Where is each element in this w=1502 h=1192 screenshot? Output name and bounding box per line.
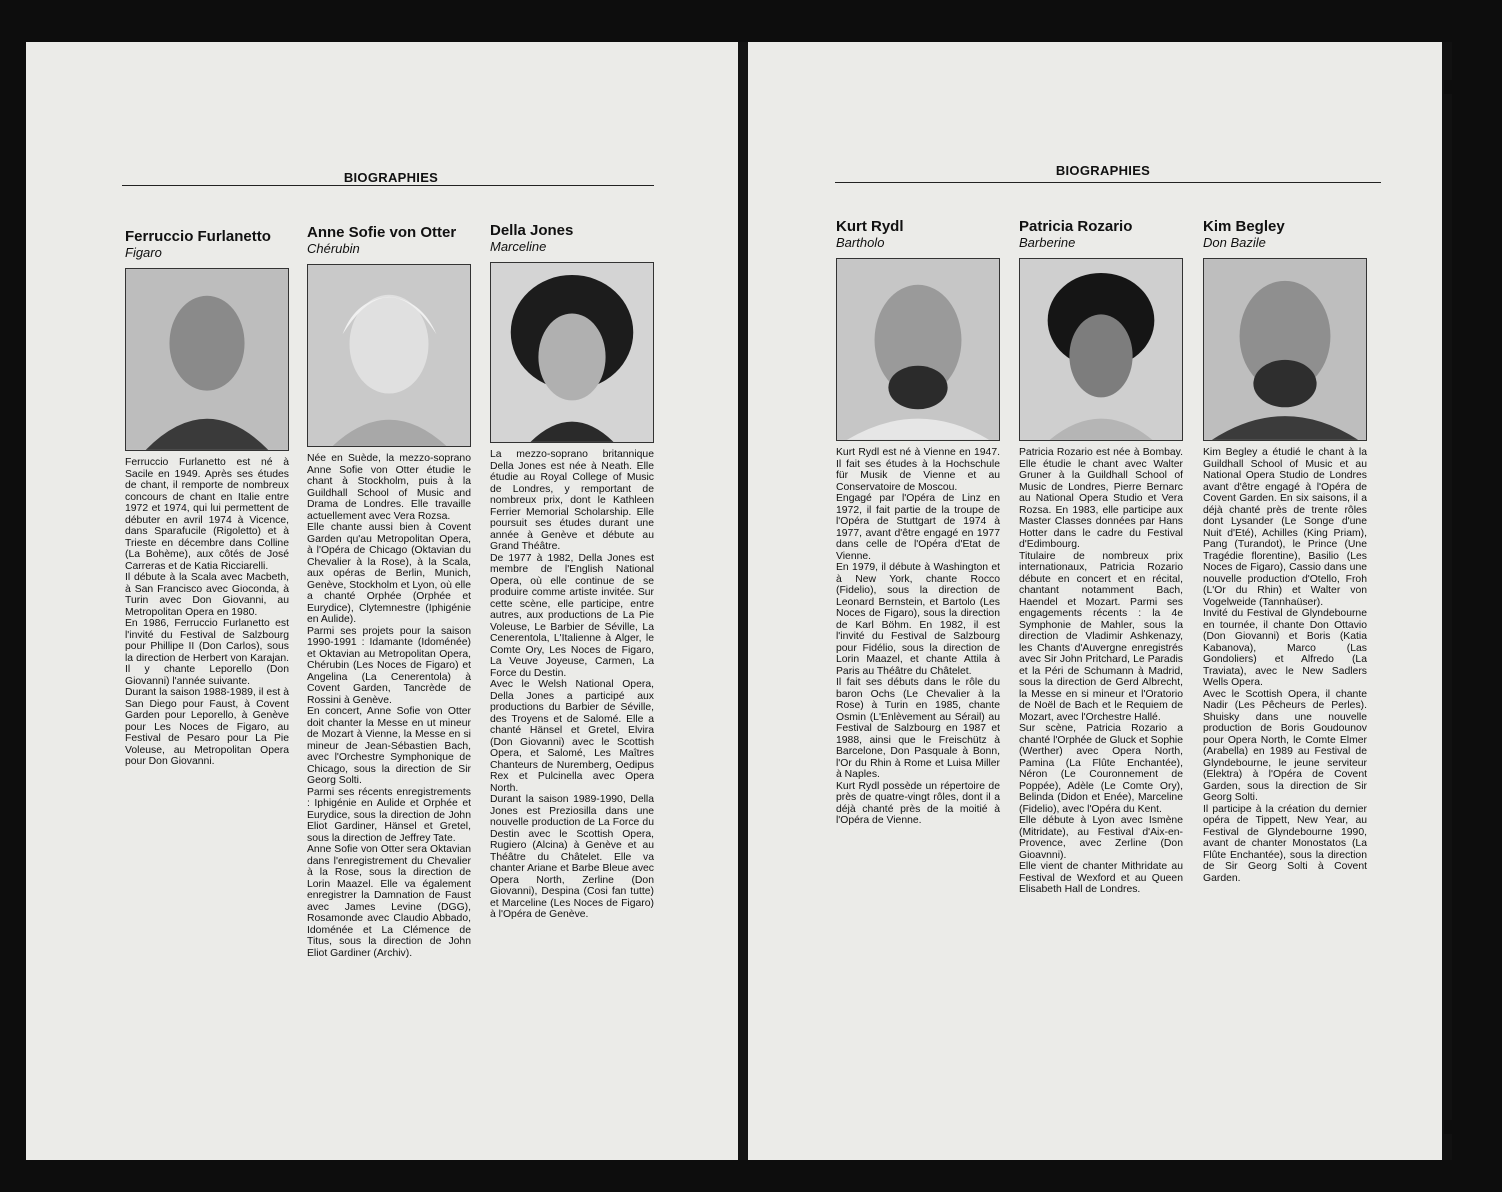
artist-role: Bartholo bbox=[836, 235, 885, 250]
left-page bbox=[26, 42, 738, 1160]
artist-name: Anne Sofie von Otter bbox=[307, 224, 457, 241]
bio-paragraph: Durant la saison 1988-1989, il est à San Diego pour Faust, à Covent Garden pour Leporello, à Genève pour Les Noces de Figaro, au Festival de Pesaro pour La Pie Voleuse, au Metropolitan Opera pour Don Giovanni. bbox=[125, 687, 289, 767]
bio-paragraph: Ferruccio Furlanetto est né à Sacile en 1949. Après ses études de chant, il remporte de nombreux concours de chant en Italie entre 1972 et 1974, qui lui permettent de débuter en avril 1974 à Vicence, dans Sparafucile (Rigoletto) et à Trieste en décembre dans Colline (La Bohème), aux côtés de José Carreras et de Katia Ricciarelli. bbox=[125, 457, 289, 572]
bio-paragraph: En 1979, il débute à Washington et à New York, chante Rocco (Fidelio), sous la direction de Leonard Bernstein, et Bartolo (Les Noces de Figaro), sous la direction de Karl Böhm. En 1982, il est l'invité du Festival de Salzbourg pour Fidélio, sous la direction de Lorin Maazel, et chante Attila à Paris au Théâtre du Châtelet. bbox=[836, 562, 1000, 677]
artist-name: Della Jones bbox=[490, 222, 574, 239]
portrait-photo bbox=[307, 264, 471, 447]
bio-paragraph: Kurt Rydl est né à Vienne en 1947. Il fait ses études à la Hochschule für Musik de Vienne et au Conservatoire de Moscou. bbox=[836, 447, 1000, 493]
portrait-photo-icon bbox=[837, 259, 999, 440]
bio-column bbox=[307, 224, 471, 959]
left-header-rule bbox=[122, 185, 654, 186]
portrait-photo bbox=[125, 268, 289, 451]
bio-paragraph: Il débute à la Scala avec Macbeth, à San Francisco avec Gioconda, à Turin avec Don Giovanni, au Metropolitan Opera en 1980. bbox=[125, 572, 289, 618]
bio-paragraph: Elle chante aussi bien à Covent Garden qu'au Metropolitan Opera, à l'Opéra de Chicago (Oktavian du Chevalier à la Rose), à la Scala, aux opéras de Berlin, Munich, Genève, Stockholm et Lyon, où elle a chanté Orphée (Orphée et Eurydice), Clytemnestre (Iphigénie en Aulide). bbox=[307, 522, 471, 625]
edge-tick bbox=[1444, 1120, 1452, 1134]
artist-bio bbox=[307, 453, 471, 959]
bio-paragraph: De 1977 à 1982, Della Jones est membre de l'English National Opera, où elle continue de se produire comme artiste invitée. Sur cette scène, elle participe, entre autres, aux productions de La Pie Voleuse, Le Barbier de Séville, La Cenerentola, L'Italienne à Alger, le Comte Ory, Les Noces de Figaro, La Veuve Joyeuse, Carmen, La Force du Destin. bbox=[490, 552, 654, 679]
bio-column bbox=[1019, 218, 1183, 896]
bio-paragraph: Kurt Rydl possède un répertoire de près de quatre-vingt rôles, dont il a déjà chanté près de la moitié à l'Opéra de Vienne. bbox=[836, 780, 1000, 826]
bio-paragraph: Patricia Rozario est née à Bombay. Elle étudie le chant avec Walter Gruner à la Guildhall School of Music de Londres, Pierre Bernarc au National Opera Studio et Vera Rozsa. En 1983, elle participe aux Master Classes données par Hans Hotter dans le cadre du Festival d'Edimbourg. bbox=[1019, 447, 1183, 550]
bio-paragraph: Née en Suède, la mezzo-soprano Anne Sofie von Otter étudie le chant à Stockholm, puis à la Guildhall School of Music and Drama de Londres. Elle travaille actuellement avec Vera Rozsa. bbox=[307, 453, 471, 522]
portrait-photo bbox=[1019, 258, 1183, 441]
artist-name: Ferruccio Furlanetto bbox=[125, 228, 271, 245]
bio-paragraph: Il participe à la création du dernier opéra de Tippett, New Year, au Festival de Glyndebourne 1990, avant de chanter Monostatos (La Flûte Enchantée), sous la direction de Sir Georg Solti à Covent Garden. bbox=[1203, 803, 1367, 884]
artist-name: Kim Begley bbox=[1203, 218, 1285, 235]
bio-paragraph: Kim Begley a étudié le chant à la Guildhall School of Music et au National Opera Studio de Londres avant d'être engagé à l'Opéra de Covent Garden. En six saisons, il a déjà chanté près de trente rôles dont Lysander (Le Songe d'une Nuit d'Eté), Achilles (King Priam), Pang (Turandot), le Prince (Une Tragédie florentine), Basilio (Les Noces de Figaro), Cassio dans une nouvelle production d'Otello, Froh (L'Or du Rhin) et Walter von Vogelweide (Tannhaüser). bbox=[1203, 447, 1367, 608]
bio-paragraph: La mezzo-soprano britannique Della Jones est née à Neath. Elle étudie au Royal College of Music de Londres, y remportant de nombreux prix, dont le Kathleen Ferrier Memorial Scholarship. Elle poursuit ses études durant une année à Genève et débute au Grand Théâtre. bbox=[490, 449, 654, 552]
bio-paragraph: Parmi ses récents enregistrements : Iphigénie en Aulide et Orphée et Eurydice, sous la direction de John Eliot Gardiner, Hänsel et Gretel, sous la direction de Jeffrey Tate. bbox=[307, 786, 471, 844]
bio-paragraph: En 1986, Ferruccio Furlanetto est l'invité du Festival de Salzbourg pour Phillipe II (Don Carlos), sous la direction de Herbert von Karajan. Il y chante Leporello (Don Giovanni) l'année suivante. bbox=[125, 618, 289, 687]
artist-bio bbox=[1019, 447, 1183, 896]
page-gutter bbox=[738, 42, 748, 1160]
right-page bbox=[748, 42, 1452, 1160]
portrait-photo-icon bbox=[308, 265, 470, 446]
portrait-photo bbox=[490, 262, 654, 443]
bio-column bbox=[125, 228, 289, 768]
edge-tick bbox=[1444, 80, 1452, 94]
bio-paragraph: Elle débute à Lyon avec Ismène (Mitridate), au Festival d'Aix-en-Provence, avec Zerline (Don Gioavnni). bbox=[1019, 815, 1183, 861]
portrait-photo-icon bbox=[1204, 259, 1366, 440]
bio-paragraph: Avec le Welsh National Opera, Della Jones a participé aux productions du Barbier de Séville, des Troyens et de Salomé. Elle a chanté Hänsel et Gretel, Elvira (Don Giovanni) avec le Scottish Opera, et Salomé, Les Maîtres Chanteurs de Nuremberg, Oedipus Rex et Pulcinella avec Opera North. bbox=[490, 679, 654, 794]
portrait-photo bbox=[1203, 258, 1367, 441]
right-header-rule bbox=[835, 182, 1381, 183]
artist-role: Chérubin bbox=[307, 241, 360, 256]
bio-paragraph: Il fait ses débuts dans le rôle du baron Ochs (Le Chevalier à la Rose) à Turin en 1985, chante Osmin (L'Enlèvement au Sérail) au Festival de Salzbourg en 1987 et 1988, ainsi que le Freischütz à Barcelone, Don Pasquale à Bonn, l'Or du Rhin à Rome et Luisa Miller à Naples. bbox=[836, 677, 1000, 780]
portrait-photo bbox=[836, 258, 1000, 441]
bio-column bbox=[1203, 218, 1367, 884]
bio-paragraph: En concert, Anne Sofie von Otter doit chanter la Messe en ut mineur de Mozart à Vienne, la Messe en si mineur de Jean-Sébastien Bach, avec l'Orchestre Symphonique de Chicago, sous la direction de Sir Georg Solti. bbox=[307, 706, 471, 786]
bio-paragraph: Parmi ses projets pour la saison 1990-1991 : Idamante (Idoménée) et Oktavian au Metropolitan Opera, Chérubin (Les Noces de Figaro) et Angelina (La Cenerentola) à Covent Garden, Tancrède de Rossini à Genève. bbox=[307, 625, 471, 706]
artist-bio bbox=[490, 449, 654, 921]
page-edge-strip bbox=[1442, 42, 1452, 1160]
artist-role: Figaro bbox=[125, 245, 162, 260]
bio-paragraph: Sur scène, Patricia Rozario a chanté l'Orphée de Gluck et Sophie (Werther) avec Opera North, Pamina (La Flûte Enchantée), Néron (Le Couronnement de Poppée), Adèle (Le Comte Ory), Belinda (Didon et Enée), Marceline (Fidelio), avec l'Opéra du Kent. bbox=[1019, 723, 1183, 815]
left-page-header: BIOGRAPHIES bbox=[343, 170, 439, 185]
bio-paragraph: Anne Sofie von Otter sera Oktavian dans l'enregistrement du Chevalier à la Rose, sous la direction de Lorin Maazel. Elle va également enregistrer la Damnation de Faust avec James Levine (DGG), Rosamonde avec Claudio Abbado, Idoménée et La Clémence de Titus, sous la direction de John Eliot Gardiner (Archiv). bbox=[307, 844, 471, 959]
bio-paragraph: Invité du Festival de Glyndebourne en tournée, il chante Don Ottavio (Don Giovanni) et Boris (Katia Kabanova), Marco (Las Gondoliers) et Alfredo (La Traviata), avec le New Sadlers Wells Opera. bbox=[1203, 608, 1367, 688]
portrait-photo-icon bbox=[491, 263, 653, 442]
portrait-photo-icon bbox=[126, 269, 288, 450]
bio-paragraph: Engagé par l'Opéra de Linz en 1972, il fait partie de la troupe de l'Opéra de Stuttgart de 1974 à 1977, avant d'être engagé en 1977 dans celle de l'Opéra d'Etat de Vienne. bbox=[836, 493, 1000, 562]
bio-paragraph: Avec le Scottish Opera, il chante Nadir (Les Pêcheurs de Perles). Shuisky dans une nouvelle production de Boris Goudounov pour Opera North, le Comte Elmer (Arabella) en 1989 au Festival de Glyndebourne, le jeune serviteur (Elektra) à l'Opéra de Covent Garden, sous la direction de Sir Georg Solti. bbox=[1203, 688, 1367, 803]
artist-bio bbox=[1203, 447, 1367, 884]
artist-role: Barberine bbox=[1019, 235, 1076, 250]
bio-paragraph: Titulaire de nombreux prix internationaux, Patricia Rozario débute en concert et en récital, chantant notamment Bach, Haendel et Mozart. Parmi ses engagements récents : la 4e Symphonie de Mahler, sous la direction de Vladimir Ashkenazy, les Chants d'Auvergne enregistrés avec Sir John Pritchard, Le Paradis et la Péri de Schumann à Madrid, sous la direction de Gerd Albrecht, la Messe en si mineur et l'Oratorio de Noël de Bach et le Requiem de Mozart, avec l'Orchestre Hallé. bbox=[1019, 550, 1183, 723]
bio-column bbox=[490, 222, 654, 921]
bio-column bbox=[836, 218, 1000, 827]
portrait-photo-icon bbox=[1020, 259, 1182, 440]
bio-paragraph: Durant la saison 1989-1990, Della Jones est Preziosilla dans une nouvelle production de La Force du Destin avec le Scottish Opera, Rugiero (Alcina) à Genève et au Théâtre du Châtelet. Elle va chanter Ariane et Barbe Bleue avec Opera North, Zerline (Don Giovanni), Despina (Cosi fan tutte) et Marceline (Les Noces de Figaro) à l'Opéra de Genève. bbox=[490, 794, 654, 920]
artist-name: Patricia Rozario bbox=[1019, 218, 1133, 235]
right-page-header: BIOGRAPHIES bbox=[1055, 163, 1151, 178]
artist-role: Marceline bbox=[490, 239, 547, 254]
artist-bio bbox=[836, 447, 1000, 827]
artist-bio bbox=[125, 457, 289, 768]
bio-paragraph: Elle vient de chanter Mithridate au Festival de Wexford et au Queen Elisabeth Hall de Londres. bbox=[1019, 861, 1183, 895]
artist-role: Don Bazile bbox=[1203, 235, 1266, 250]
artist-name: Kurt Rydl bbox=[836, 218, 904, 235]
